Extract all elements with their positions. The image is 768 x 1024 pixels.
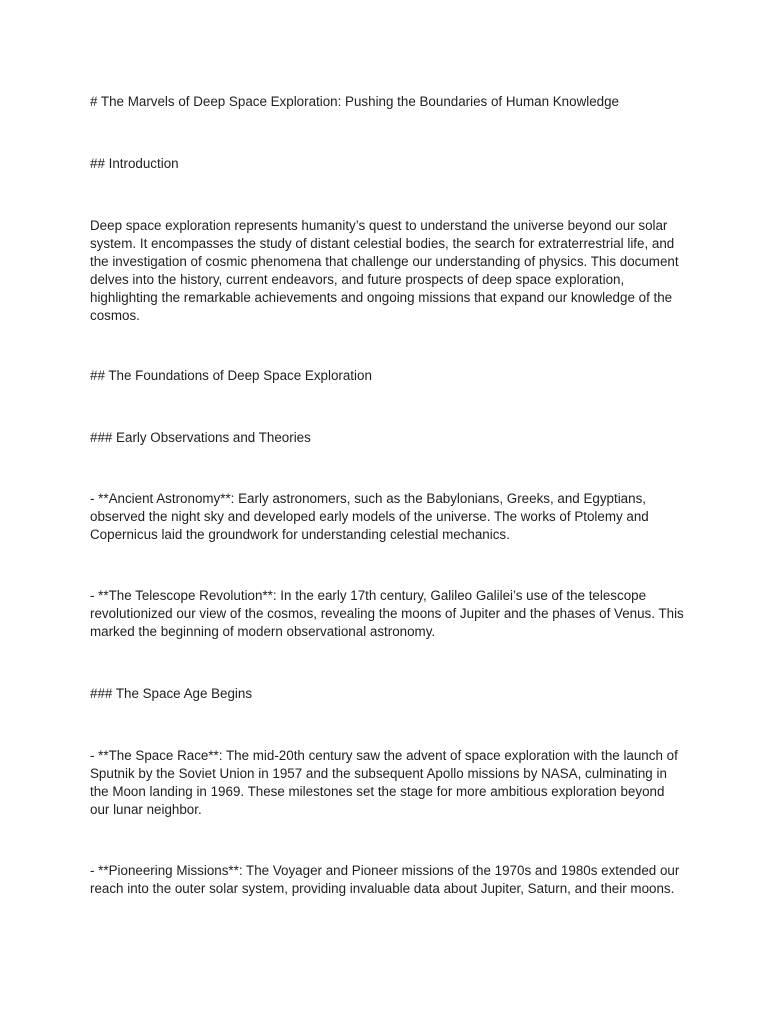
list-item-pioneering-missions: - **Pioneering Missions**: The Voyager and Pioneer missions of the 1970s and 1980s extended our reach into the outer solar system, providing invaluable data about Jupiter, Saturn, and their moons. <box>90 863 680 896</box>
subsection-heading-space-age: ### The Space Age Begins <box>90 686 253 701</box>
section-heading-foundations: ## The Foundations of Deep Space Exploration <box>90 368 372 383</box>
section-heading-introduction: ## Introduction <box>90 156 179 171</box>
subsection-heading-early-observations: ### Early Observations and Theories <box>90 430 311 445</box>
introduction-paragraph: Deep space exploration represents humanity’s quest to understand the universe beyond our solar system. It encompasses the study of distant celestial bodies, the search for extraterrestrial life, and the investigation of cosmic phenomena that challenge our understanding of physics. This document delves into the history, current endeavors, and future prospects of deep space exploration, highlighting the remarkable achievements and ongoing missions that expand our knowledge of the cosmos. <box>90 218 679 323</box>
list-item-space-race: - **The Space Race**: The mid-20th century saw the advent of space exploration with the launch of Sputnik by the Soviet Union in 1957 and the subsequent Apollo missions by NASA, culminating in the Moon landing in 1969. These milestones set the stage for more ambitious exploration beyond our lunar neighbor. <box>90 748 678 817</box>
list-item-ancient-astronomy: - **Ancient Astronomy**: Early astronomers, such as the Babylonians, Greeks, and Egyptians, observed the night sky and developed early models of the universe. The works of Ptolemy and Copernicus laid the groundwork for understanding celestial mechanics. <box>90 491 649 542</box>
list-item-telescope-revolution: - **The Telescope Revolution**: In the early 17th century, Galileo Galilei’s use of the telescope revolutionized our view of the cosmos, revealing the moons of Jupiter and the phases of Venus. This marked the beginning of modern observational astronomy. <box>90 588 684 639</box>
document-title: # The Marvels of Deep Space Exploration: Pushing the Boundaries of Human Knowledge <box>90 94 620 109</box>
